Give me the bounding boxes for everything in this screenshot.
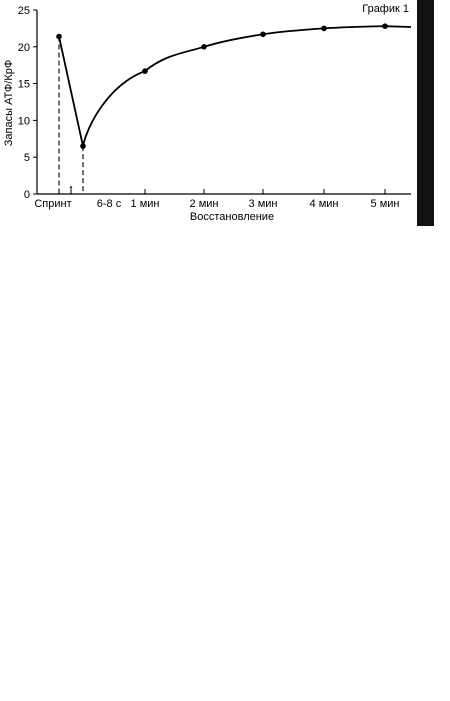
data-point [56, 34, 62, 40]
y-ticks [18, 5, 37, 201]
x-tick-label: 3 мин [248, 198, 278, 210]
data-point [382, 23, 388, 29]
x-tick-label: 2 мин [189, 198, 219, 210]
chart-title: График 1 [362, 3, 409, 15]
x-tick-label: Спринт [34, 198, 72, 210]
y-axis-label: Запасы АТФ/КрФ [3, 59, 15, 147]
guide-lines [59, 36, 83, 194]
arrow-up-icon: ↑ [68, 183, 74, 195]
y-tick-label: 0 [23, 189, 30, 201]
y-tick-label: 25 [17, 5, 30, 17]
data-point [260, 31, 266, 37]
data-point [142, 68, 148, 74]
y-tick-label: 15 [17, 78, 30, 91]
y-tick-label: 10 [17, 115, 30, 128]
y-tick-label: 5 [23, 152, 30, 165]
x-ticks [34, 189, 399, 210]
x-tick-label: 4 мин [309, 198, 339, 210]
x-tick-label: 1 мин [130, 198, 160, 210]
x-tick-label: 6-8 с [96, 198, 122, 210]
series-line-atp-recovery [59, 26, 411, 146]
x-tick-label: 5 мин [370, 198, 400, 210]
data-point [201, 44, 207, 50]
axes [37, 10, 411, 194]
data-point [80, 143, 86, 149]
y-tick-label: 20 [17, 41, 30, 54]
data-point [321, 26, 327, 32]
x-axis-label: Восстановление [189, 211, 275, 223]
